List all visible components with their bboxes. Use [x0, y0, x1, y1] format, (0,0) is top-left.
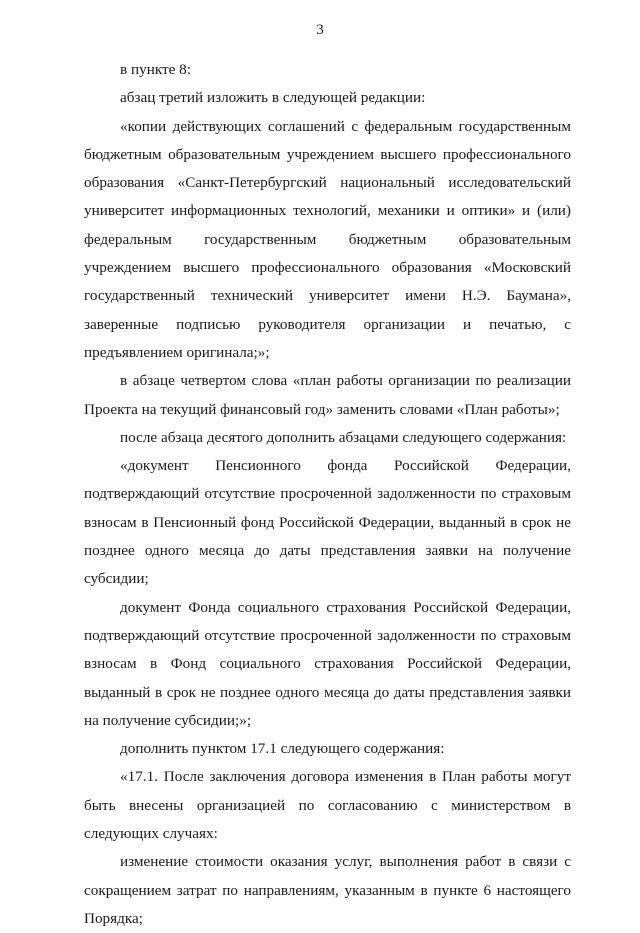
paragraph-8: дополнить пунктом 17.1 следующего содержания: — [120, 740, 445, 758]
paragraph-10: изменение стоимости оказания услуг, выполнения работ в связи с сокращением затрат по направлениям, указанным в пункте 6 настоящего Порядка; — [84, 853, 571, 927]
page-number: 3 — [316, 22, 324, 38]
paragraph-9: «17.1. После заключения договора изменения в План работы могут быть внесены организацией по согласованию с министерством в следующих случаях: — [84, 768, 571, 843]
paragraph-1: в пункте 8: — [120, 61, 191, 78]
paragraph-3: «копии действующих соглашений с федеральным государственным бюджетным образовательным учреждением высшего профессионального образования «Санкт-Петербургский национальный исследовательский университет информационных технологий, механики и оптики» и (или) федеральным государственным бюджетным образовательным учреждением высшего профессионального образования «Московский государственный технический университет имени Н.Э. Баумана», заверенные подписью руководителя организации и печатью, с предъявлением оригинала;»; — [84, 117, 571, 361]
document-body — [84, 56, 571, 933]
paragraph-5: после абзаца десятого дополнить абзацами следующего содержания: — [120, 428, 567, 446]
paragraph-6: «документ Пенсионного фонда Российской Федерации, подтверждающий отсутствие просроченной задолженности по страховым взносам в Пенсионный фонд Российской Федерации, выданный в срок не позднее одного месяца до даты представления заявки на получение субсидии; — [84, 457, 571, 588]
paragraph-2: абзац третий изложить в следующей редакции: — [120, 89, 426, 107]
paragraph-4: в абзаце четвертом слова «план работы организации по реализации Проекта на текущий финансовый год» заменить словами «План работы»; — [84, 372, 571, 418]
paragraph-7: документ Фонда социального страхования Российской Федерации, подтверждающий отсутствие просроченной задолженности по страховым взносам в Фонд социального страхования Российской Федерации, выданный в срок не позднее одного месяца до даты представления заявки на получение субсидии;»; — [84, 598, 571, 729]
